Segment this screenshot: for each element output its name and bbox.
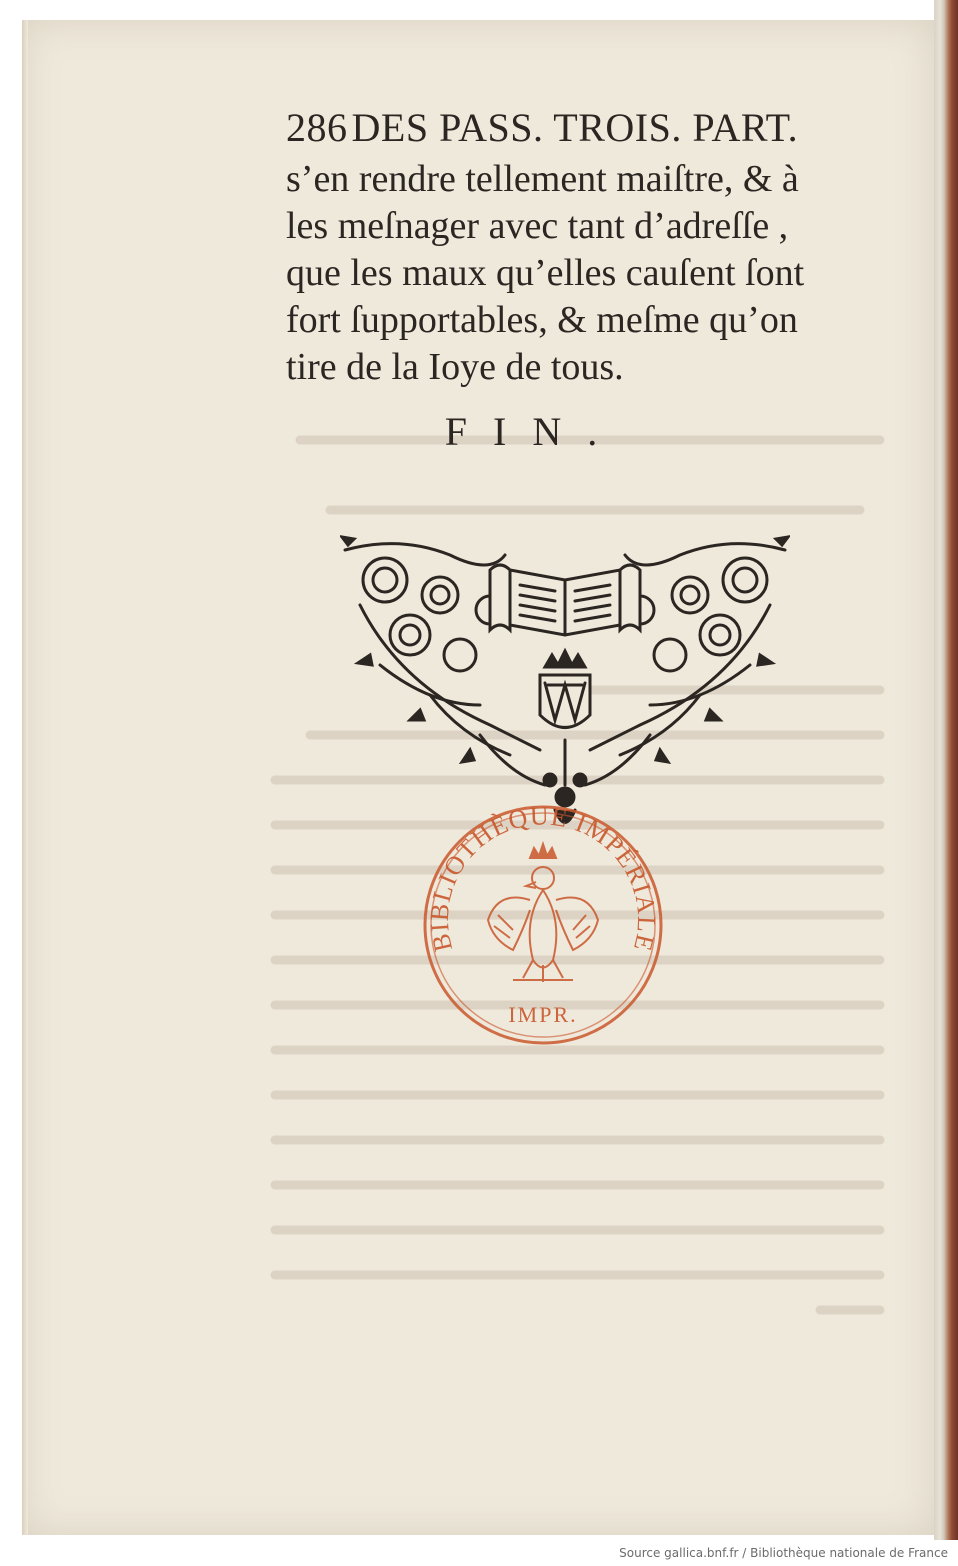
svg-text:BIBLIOTHÈQUE IMPÉRIALE [425, 801, 662, 954]
imperial-eagle-icon [488, 844, 598, 982]
book-headpiece-ornament-icon [340, 535, 790, 845]
running-head [286, 100, 866, 156]
body-line: que les maux qu’elles cauſent ſont [286, 252, 805, 294]
body-line: tire de la Ioye de tous. [286, 346, 624, 388]
page-left-edge [22, 20, 28, 1535]
body-line: fort ſupportables, & meſme qu’on [286, 299, 798, 341]
source-credit: Source gallica.bnf.fr / Bibliothèque nationale de France [619, 1546, 948, 1560]
page-text-block [286, 100, 866, 391]
running-head-title: DES PASS. TROIS. PART. [351, 105, 799, 150]
page-number: 286 [286, 105, 348, 150]
stamp-top-text: BIBLIOTHÈQUE IMPÉRIALE [424, 801, 662, 955]
body-line: les meſnager avec tant d’adreſſe , [286, 205, 789, 247]
library-stamp [418, 800, 668, 1050]
fin-label: FIN. [444, 409, 624, 454]
stamp-bottom-text: IMPR. [508, 1002, 578, 1027]
book-binding [934, 0, 958, 1540]
body-line: s’en rendre tellement maiſtre, & à [286, 158, 799, 200]
